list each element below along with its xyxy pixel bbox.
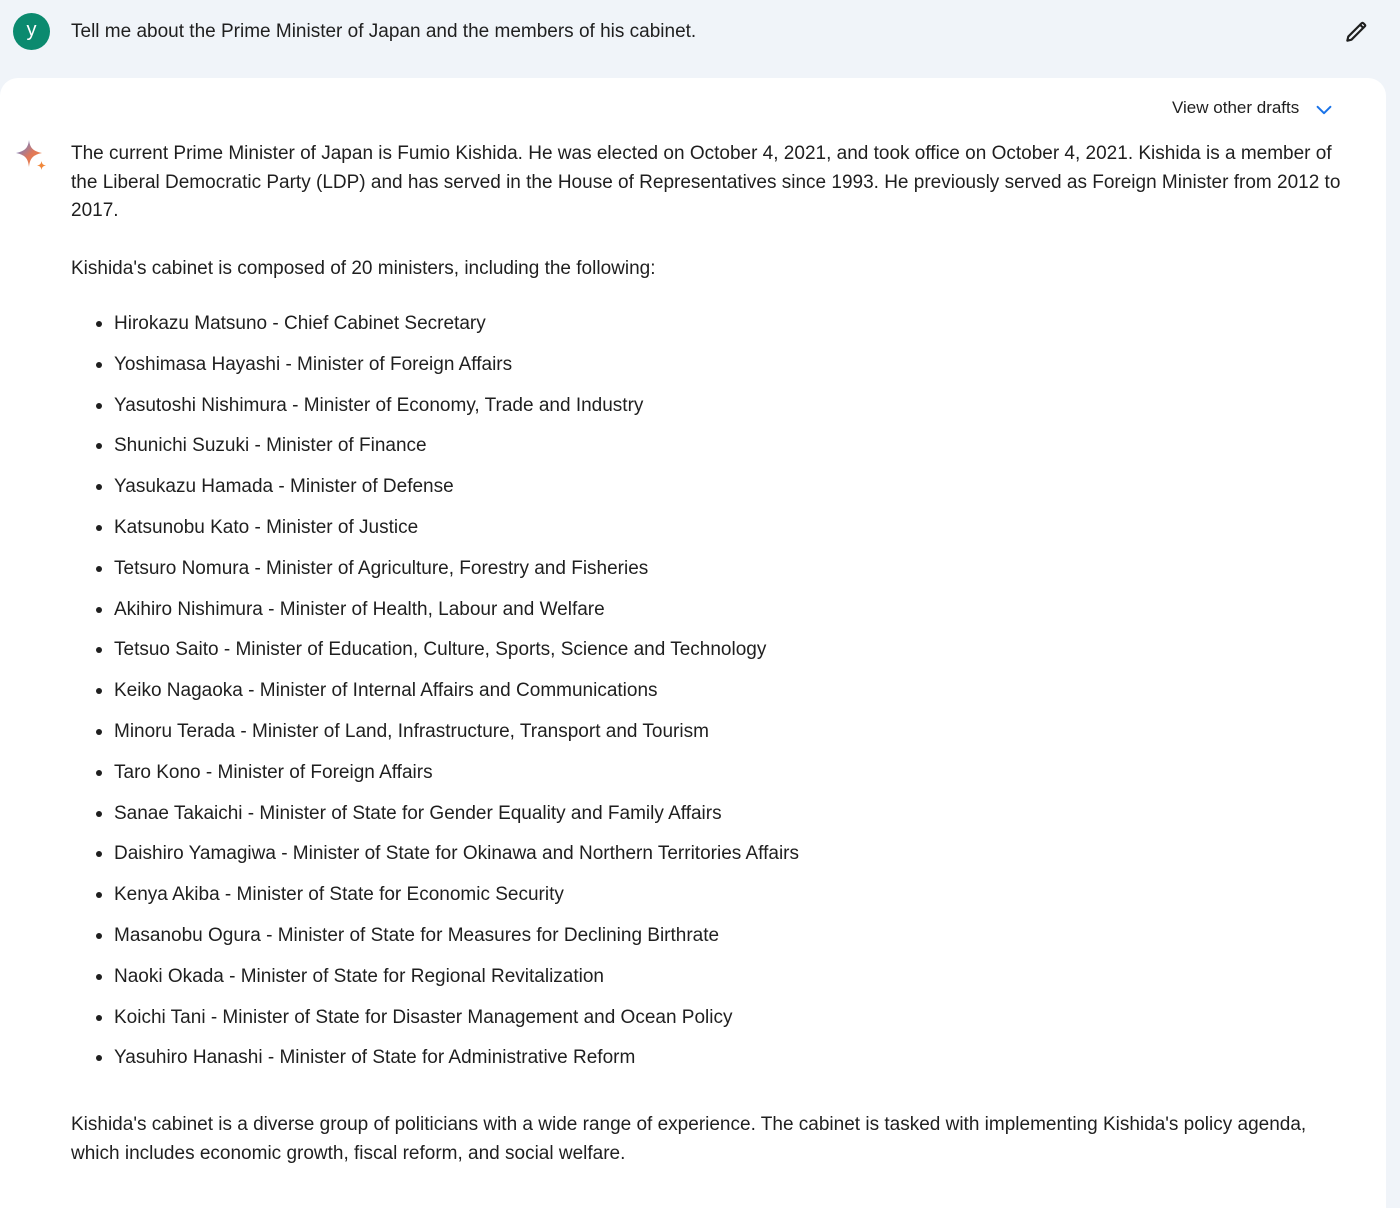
list-item	[71, 432, 1346, 473]
bullet-icon	[96, 1015, 102, 1021]
bullet-icon	[96, 566, 102, 572]
view-other-drafts-button[interactable]	[1172, 94, 1335, 122]
list-item	[71, 636, 1346, 677]
list-item-text: Yasukazu Hamada - Minister of Defense	[114, 476, 454, 498]
list-item-text: Naoki Okada - Minister of State for Regional Revitalization	[114, 965, 605, 987]
list-item-text: Shunichi Suzuki - Minister of Finance	[114, 435, 427, 457]
list-item-text: Katsunobu Kato - Minister of Justice	[114, 516, 419, 538]
chevron-down-icon	[1313, 99, 1335, 121]
view-other-drafts-label: View other drafts	[1172, 98, 1300, 117]
list-item-text: Masanobu Ogura - Minister of State for Measures for Declining Birthrate	[114, 924, 720, 946]
list-item	[71, 1044, 1346, 1085]
user-query-bar	[0, 0, 1400, 78]
list-item-text: Akihiro Nishimura - Minister of Health, Labour and Welfare	[114, 598, 605, 620]
list-item-text: Yoshimasa Hayashi - Minister of Foreign Affairs	[114, 353, 513, 375]
pencil-icon[interactable]	[1343, 19, 1369, 45]
bullet-icon	[96, 770, 102, 776]
list-item-text: Minoru Terada - Minister of Land, Infrastructure, Transport and Tourism	[114, 720, 709, 742]
response-closing-paragraph: Kishida's cabinet is a diverse group of politicians with a wide range of experience. The cabinet is tasked with implementing Kishida's policy agenda, which includes economic growth, fiscal reform, and social welfare.	[71, 1114, 1307, 1164]
list-item	[71, 514, 1346, 555]
bullet-icon	[96, 484, 102, 490]
list-item-text: Koichi Tani - Minister of State for Disaster Management and Ocean Policy	[114, 1006, 733, 1028]
bullet-icon	[96, 729, 102, 735]
bullet-icon	[96, 525, 102, 531]
list-item	[71, 310, 1346, 351]
list-item	[71, 963, 1346, 1004]
response-content	[71, 140, 1346, 1168]
bullet-icon	[96, 1055, 102, 1061]
list-item	[71, 596, 1346, 637]
bullet-icon	[96, 811, 102, 817]
list-item	[71, 718, 1346, 759]
list-item-text: Tetsuro Nomura - Minister of Agriculture, Forestry and Fisheries	[114, 557, 649, 579]
bullet-icon	[96, 362, 102, 368]
sparkle-icon	[13, 138, 49, 174]
list-item-text: Keiko Nagaoka - Minister of Internal Affairs and Communications	[114, 680, 658, 702]
list-item	[71, 677, 1346, 718]
bullet-icon	[96, 321, 102, 327]
list-item	[71, 800, 1346, 841]
list-item	[71, 922, 1346, 963]
bullet-icon	[96, 647, 102, 653]
list-item-text: Tetsuo Saito - Minister of Education, Culture, Sports, Science and Technology	[114, 639, 767, 661]
bullet-icon	[96, 974, 102, 980]
list-item-text: Yasuhiro Hanashi - Minister of State for Administrative Reform	[114, 1047, 636, 1069]
bullet-icon	[96, 688, 102, 694]
bullet-icon	[96, 443, 102, 449]
response-lead-paragraph: Kishida's cabinet is composed of 20 ministers, including the following:	[71, 257, 656, 279]
response-card	[0, 78, 1386, 1208]
minister-list	[71, 310, 1346, 1085]
bullet-icon	[96, 892, 102, 898]
list-item	[71, 473, 1346, 514]
list-item	[71, 555, 1346, 596]
bullet-icon	[96, 933, 102, 939]
list-item	[71, 1004, 1346, 1045]
list-item-text: Taro Kono - Minister of Foreign Affairs	[114, 761, 433, 783]
bullet-icon	[96, 851, 102, 857]
list-item	[71, 392, 1346, 433]
list-item-text: Kenya Akiba - Minister of State for Economic Security	[114, 884, 564, 906]
list-item	[71, 351, 1346, 392]
response-intro-paragraph: The current Prime Minister of Japan is Fumio Kishida. He was elected on October 4, 2021, and took office on October 4, 2021. Kishida is a member of the Liberal Democratic Party (LDP) and has served in the House of Representatives since 1993. He previously served as Foreign Minister from 2012 to 2017.	[71, 143, 1341, 221]
user-query-text: Tell me about the Prime Minister of Japan and the members of his cabinet.	[71, 21, 697, 42]
list-item	[71, 881, 1346, 922]
list-item-text: Yasutoshi Nishimura - Minister of Economy, Trade and Industry	[114, 394, 644, 416]
list-item-text: Hirokazu Matsuno - Chief Cabinet Secretary	[114, 313, 486, 334]
list-item	[71, 840, 1346, 881]
bullet-icon	[96, 403, 102, 409]
bullet-icon	[96, 607, 102, 613]
user-avatar[interactable]: y	[13, 13, 50, 50]
list-item-text: Sanae Takaichi - Minister of State for Gender Equality and Family Affairs	[114, 802, 722, 824]
list-item-text: Daishiro Yamagiwa - Minister of State for Okinawa and Northern Territories Affairs	[114, 843, 799, 865]
list-item	[71, 759, 1346, 800]
